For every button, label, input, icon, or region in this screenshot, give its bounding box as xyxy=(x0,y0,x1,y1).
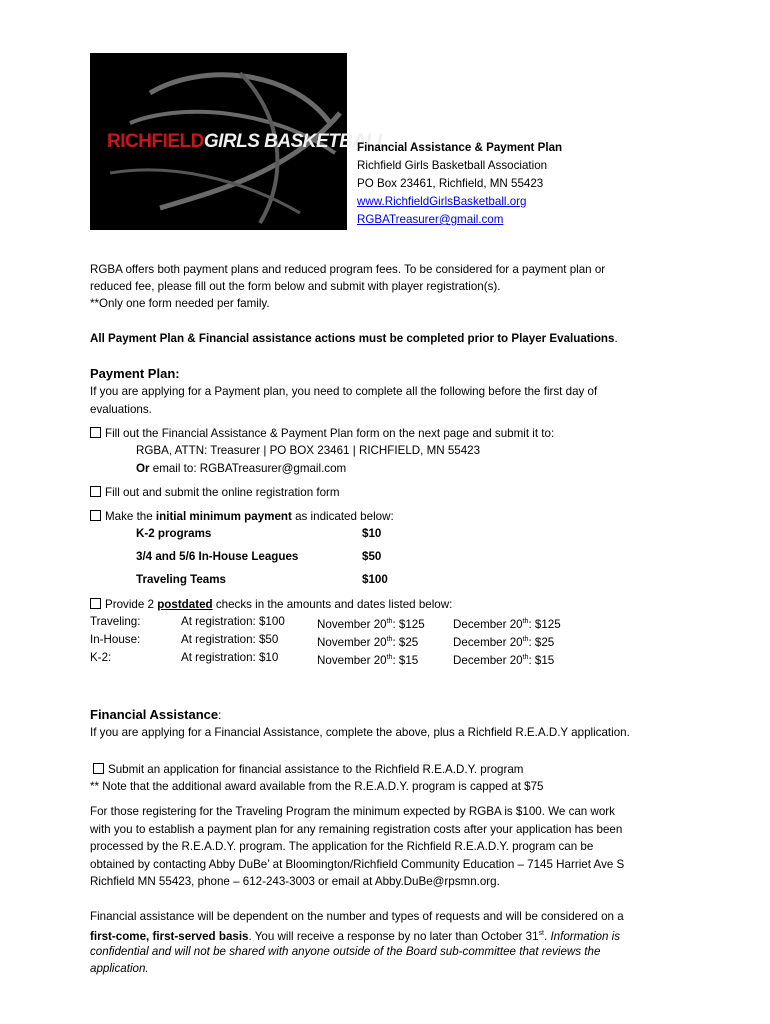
ready-note: ** Note that the additional award available from the R.E.A.D.Y. program is capped at $75 xyxy=(90,780,544,793)
checklist-item-form: Fill out the Financial Assistance & Payment Plan form on the next page and submit it to: xyxy=(90,425,554,442)
checklist-item-payment: Make the initial minimum payment as indicated below: xyxy=(90,508,394,525)
checkbox[interactable] xyxy=(90,486,101,497)
schedule-reg: At registration: $100 xyxy=(181,615,285,628)
schedule-nov: November 20th: $15 xyxy=(317,653,419,667)
fee-amount: $100 xyxy=(362,573,388,586)
logo-text: RICHFIELDGIRLS BASKETBALL xyxy=(107,131,388,152)
checkbox[interactable] xyxy=(90,510,101,521)
payment-plan-desc: evaluations. xyxy=(90,403,152,416)
doc-title: Financial Assistance & Payment Plan xyxy=(357,141,563,154)
fee-amount: $10 xyxy=(362,527,382,540)
schedule-nov: November 20th: $25 xyxy=(317,635,419,649)
paragraph-line: with you to establish a payment plan for any remaining registration costs after your application has been xyxy=(90,823,623,836)
notice: All Payment Plan & Financial assistance actions must be completed prior to Player Evaluations. xyxy=(90,332,618,345)
schedule-dec: December 20th: $15 xyxy=(453,653,555,667)
logo xyxy=(90,53,388,230)
email-link[interactable]: RGBATreasurer@gmail.com xyxy=(357,213,504,226)
schedule-program: Traveling: xyxy=(90,615,141,628)
mail-address: RGBA, ATTN: Treasurer | PO BOX 23461 | RICHFIELD, MN 55423 xyxy=(136,444,481,457)
paragraph-line: For those registering for the Traveling Program the minimum expected by RGBA is $100. We can work xyxy=(90,805,615,818)
schedule-dec: December 20th: $125 xyxy=(453,617,561,631)
paragraph-line: Richfield MN 55423, phone – 612-243-3003 or email at Abby.DuBe@rpsmn.org. xyxy=(90,875,500,888)
schedule-dec: December 20th: $25 xyxy=(453,635,555,649)
intro-note: **Only one form needed per family. xyxy=(90,297,270,310)
financial-assistance-heading: Financial Assistance: xyxy=(90,707,222,722)
paragraph-line: processed by the R.E.A.D.Y. program. The application for the Richfield R.E.A.D.Y. program can be xyxy=(90,840,594,853)
final-paragraph-line: application. xyxy=(90,962,149,975)
fee-program: Traveling Teams xyxy=(136,573,226,586)
final-paragraph-line: confidential and will not be shared with anyone outside of the Board sub-committee that reviews the xyxy=(90,945,601,958)
financial-assistance-desc: If you are applying for a Financial Assistance, complete the above, plus a Richfield R.E.A.D.Y application. xyxy=(90,726,630,739)
schedule-program: K-2: xyxy=(90,651,112,664)
checkbox[interactable] xyxy=(90,427,101,438)
checklist-item-registration: Fill out and submit the online registration form xyxy=(90,484,340,501)
paragraph-line: obtained by contacting Abby DuBe’ at Bloomington/Richfield Community Education – 7145 Harriet Ave S xyxy=(90,858,625,871)
final-paragraph-line: first-come, first-served basis. You will receive a response by no later than October 31st. Information is xyxy=(90,929,621,943)
checkbox[interactable] xyxy=(93,763,104,774)
website-link[interactable]: www.RichfieldGirlsBasketball.org xyxy=(357,195,527,208)
fee-program: 3/4 and 5/6 In-House Leagues xyxy=(136,550,299,563)
payment-plan-desc: If you are applying for a Payment plan, you need to complete all the following before the first day of xyxy=(90,385,598,398)
intro-line: reduced fee, please fill out the form below and submit with player registration(s). xyxy=(90,280,501,293)
org-name: Richfield Girls Basketball Association xyxy=(357,159,548,172)
fee-amount: $50 xyxy=(362,550,382,563)
final-paragraph-line: Financial assistance will be dependent on the number and types of requests and will be considered on a xyxy=(90,910,624,923)
header-block xyxy=(357,139,562,229)
checklist-item-ready: Submit an application for financial assistance to the Richfield R.E.A.D.Y. program xyxy=(93,761,523,778)
org-address: PO Box 23461, Richfield, MN 55423 xyxy=(357,177,544,190)
schedule-reg: At registration: $50 xyxy=(181,633,279,646)
checklist-item-checks: Provide 2 postdated checks in the amounts and dates listed below: xyxy=(90,596,452,613)
schedule-reg: At registration: $10 xyxy=(181,651,279,664)
email-instruction: Or email to: RGBATreasurer@gmail.com xyxy=(136,462,347,475)
intro-line: RGBA offers both payment plans and reduced program fees. To be considered for a payment plan or xyxy=(90,263,606,276)
checkbox[interactable] xyxy=(90,598,101,609)
schedule-program: In-House: xyxy=(90,633,141,646)
schedule-nov: November 20th: $125 xyxy=(317,617,425,631)
fee-program: K-2 programs xyxy=(136,527,212,540)
payment-plan-heading: Payment Plan: xyxy=(90,366,180,381)
